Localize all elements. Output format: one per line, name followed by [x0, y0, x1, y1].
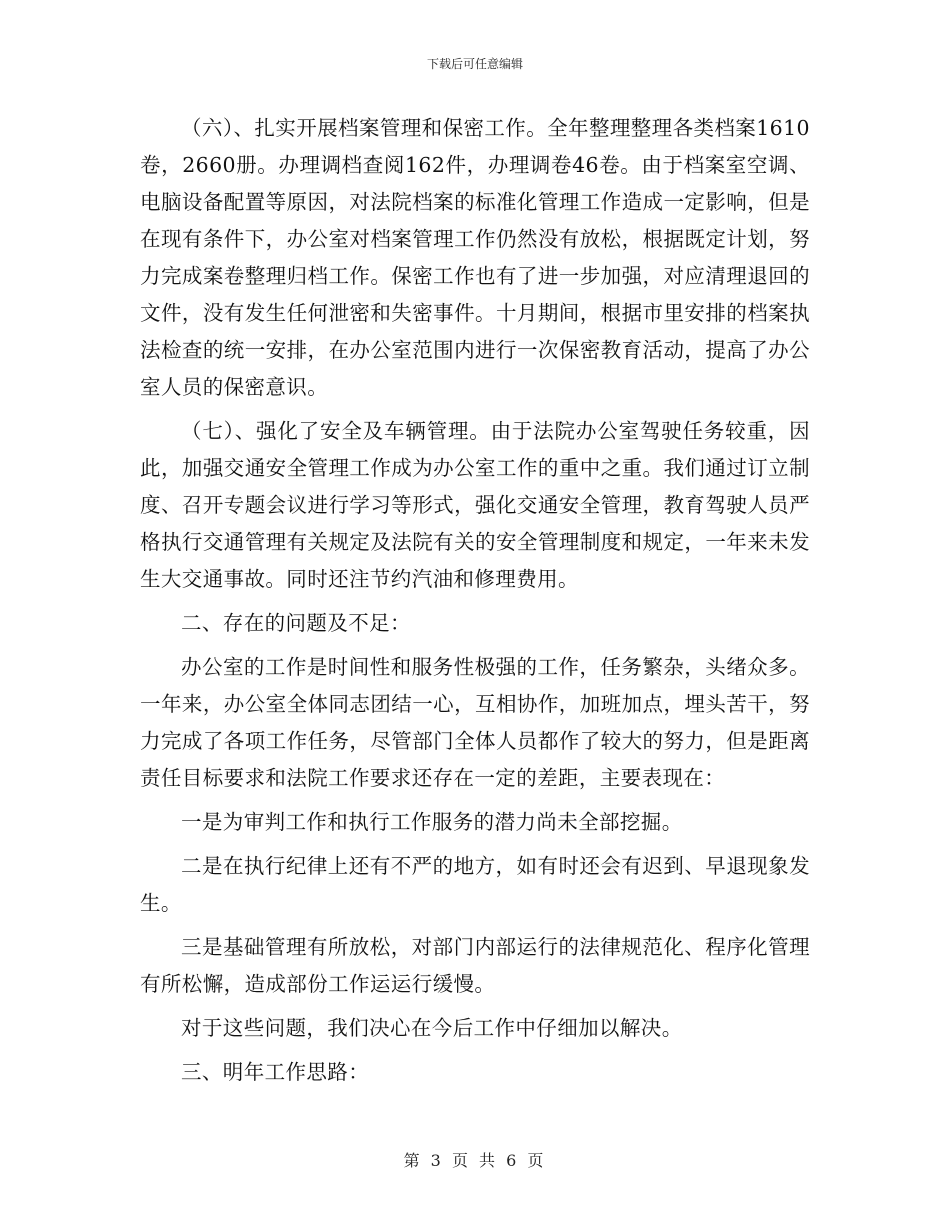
- paragraph-problems-intro: 办公室的工作是时间性和服务性极强的工作，任务繁杂，头绪众多。一年来，办公室全体同志团结一心，互相协作，加班加点，埋头苦干，努力完成了各项工作任务，尽管部门全体人员都作了较大的努力，但是距离责任目标要求和法院工作要求还存在一定的差距，主要表现在：: [140, 655, 810, 790]
- section-heading-problems: 二、存在的问题及不足：: [181, 611, 411, 635]
- page-header: 下载后可任意编辑: [426, 57, 523, 71]
- paragraph-archive-management: （六）、扎实开展档案管理和保密工作。全年整理整理各类档案1610卷，2660册。办理调档查阅162件，办理调卷46卷。由于档案室空调、电脑设备配置等原因，对法院档案的标准化管理工作造成一定影响，但是在现有条件下，办公室对档案管理工作仍然没有放松，根据既定计划，努力完成案卷整理归档工作。保密工作也有了进一步加强，对应清理退回的文件，没有发生任何泄密和失密事件。十月期间，根据市里安排的档案执法检查的统一安排，在办公室范围内进行一次保密教育活动，提高了办公室人员的保密意识。: [140, 116, 810, 399]
- paragraph-vehicle-safety: （七）、强化了安全及车辆管理。由于法院办公室驾驶任务较重，因此，加强交通安全管理工作成为办公室工作的重中之重。我们通过订立制度、召开专题会议进行学习等形式，强化交通安全管理，教育驾驶人员严格执行交通管理有关规定及法院有关的安全管理制度和规定，一年来未发生大交通事故。同时还注节约汽油和修理费用。: [140, 419, 810, 591]
- paragraph-problem-two: 二是在执行纪律上还有不严的地方，如有时还会有迟到、早退现象发生。: [140, 854, 810, 915]
- paragraph-resolution: 对于这些问题，我们决心在今后工作中仔细加以解决。: [181, 1016, 683, 1040]
- document-body: [140, 110, 810, 1091]
- page-number-footer: 第 3 页 共 6 页: [403, 1151, 547, 1170]
- section-heading-next-year: 三、明年工作思路：: [181, 1060, 370, 1084]
- paragraph-problem-three: 三是基础管理有所放松，对部门内部运行的法律规范化、程序化管理有所松懈，造成部份工作运运行缓慢。: [140, 935, 810, 996]
- paragraph-problem-one: 一是为审判工作和执行工作服务的潜力尚未全部挖掘。: [181, 810, 683, 834]
